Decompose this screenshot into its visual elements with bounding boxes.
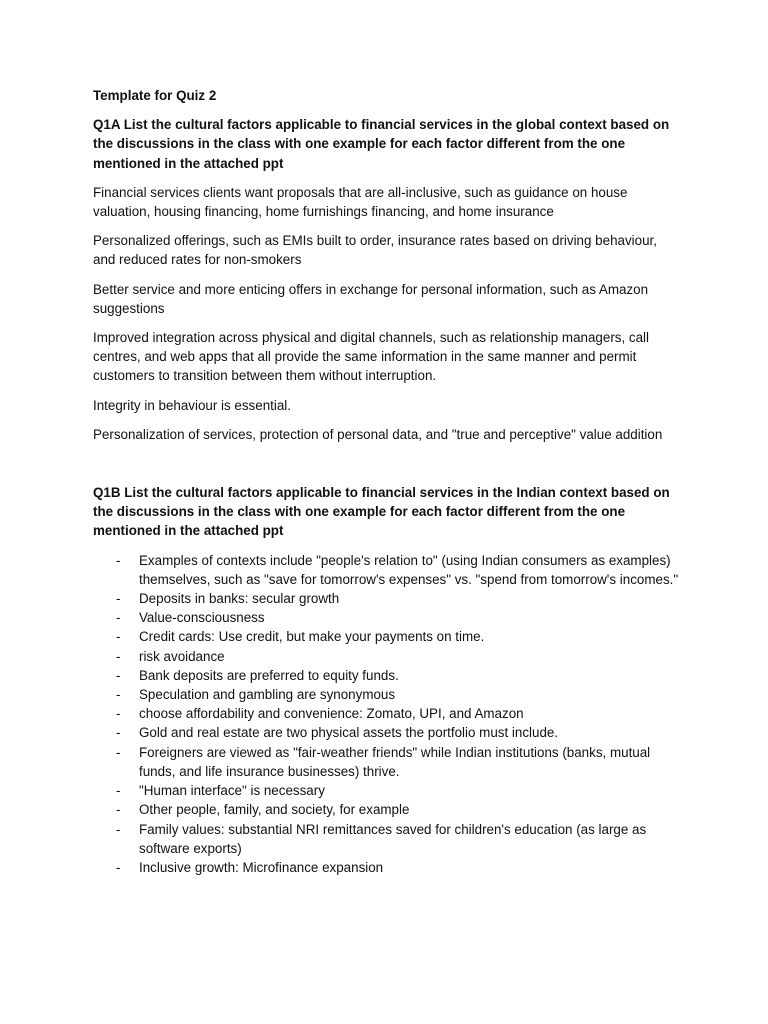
document-title: Template for Quiz 2 [93, 88, 217, 103]
q1a-heading: Q1A List the cultural factors applicable to financial services in the global context based on the discussions in the class with one example for each factor different from the one mentioned in the attached ppt [93, 117, 670, 171]
list-item-text: Gold and real estate are two physical assets the portfolio must include. [139, 725, 559, 741]
list-item [93, 608, 683, 627]
q1a-answers [93, 183, 683, 444]
q1b-list [93, 551, 683, 877]
list-item-text: Speculation and gambling are synonymous [139, 687, 396, 703]
bullet-dash: - [116, 667, 121, 683]
q1a-paragraph: Integrity in behaviour is essential. [93, 397, 291, 413]
list-item [93, 800, 683, 819]
list-item [93, 704, 683, 723]
q1a-paragraph: Improved integration across physical and digital channels, such as relationship managers, call centres, and web apps that all provide the same information in the same manner and permit customers to transition between them without interruption. [93, 330, 650, 384]
list-item [93, 647, 683, 666]
bullet-dash: - [116, 629, 121, 645]
list-item-text: Credit cards: Use credit, but make your payments on time. [139, 629, 485, 645]
list-item-text: Family values: substantial NRI remittances saved for children's education (as large as software exports) [139, 821, 647, 856]
list-item [93, 666, 683, 685]
list-item-text: Deposits in banks: secular growth [139, 591, 340, 607]
bullet-dash: - [116, 706, 121, 722]
list-item [93, 743, 683, 781]
list-item [93, 820, 683, 858]
list-item-text: Other people, family, and society, for example [139, 802, 410, 818]
list-item-text: Bank deposits are preferred to equity funds. [139, 667, 399, 683]
bullet-dash: - [116, 744, 121, 760]
list-item [93, 723, 683, 742]
list-item-text: Value-consciousness [139, 610, 265, 626]
q1a-paragraph: Personalization of services, protection of personal data, and "true and perceptive" value addition [93, 426, 663, 442]
q1a-paragraph: Financial services clients want proposals that are all-inclusive, such as guidance on house valuation, housing financing, home furnishings financing, and home insurance [93, 184, 628, 220]
list-item-text: Examples of contexts include "people's relation to" (using Indian consumers as examples) themselves, such as "save for tomorrow's expenses" vs. "spend from tomorrow's incomes." [139, 552, 679, 587]
bullet-dash: - [116, 687, 121, 703]
q1b-heading: Q1B List the cultural factors applicable to financial services in the Indian context based on the discussions in the class with one example for each factor different from the one mentioned in the attached ppt [93, 485, 670, 539]
bullet-dash: - [116, 610, 121, 626]
list-item [93, 627, 683, 646]
list-item [93, 551, 683, 589]
bullet-dash: - [116, 802, 121, 818]
list-item-text: Foreigners are viewed as "fair-weather friends" while Indian institutions (banks, mutual funds, and life insurance businesses) thrive. [139, 744, 651, 779]
section-spacer [93, 454, 683, 483]
q1a-paragraph: Personalized offerings, such as EMIs built to order, insurance rates based on driving behaviour, and reduced rates for non-smokers [93, 233, 657, 268]
list-item [93, 781, 683, 800]
document-body [93, 86, 683, 877]
bullet-dash: - [116, 859, 121, 875]
list-item [93, 858, 683, 877]
bullet-dash: - [116, 783, 121, 799]
list-item [93, 589, 683, 608]
bullet-dash: - [116, 591, 121, 607]
list-item [93, 685, 683, 704]
bullet-dash: - [116, 821, 121, 837]
list-item-text: risk avoidance [139, 648, 225, 664]
bullet-dash: - [116, 725, 121, 741]
q1a-paragraph: Better service and more enticing offers in exchange for personal information, such as Amazon suggestions [93, 281, 649, 316]
bullet-dash: - [116, 648, 121, 664]
list-item-text: choose affordability and convenience: Zomato, UPI, and Amazon [139, 706, 524, 722]
bullet-dash: - [116, 552, 121, 568]
list-item-text: Inclusive growth: Microfinance expansion [139, 859, 384, 875]
list-item-text: "Human interface" is necessary [139, 783, 325, 799]
